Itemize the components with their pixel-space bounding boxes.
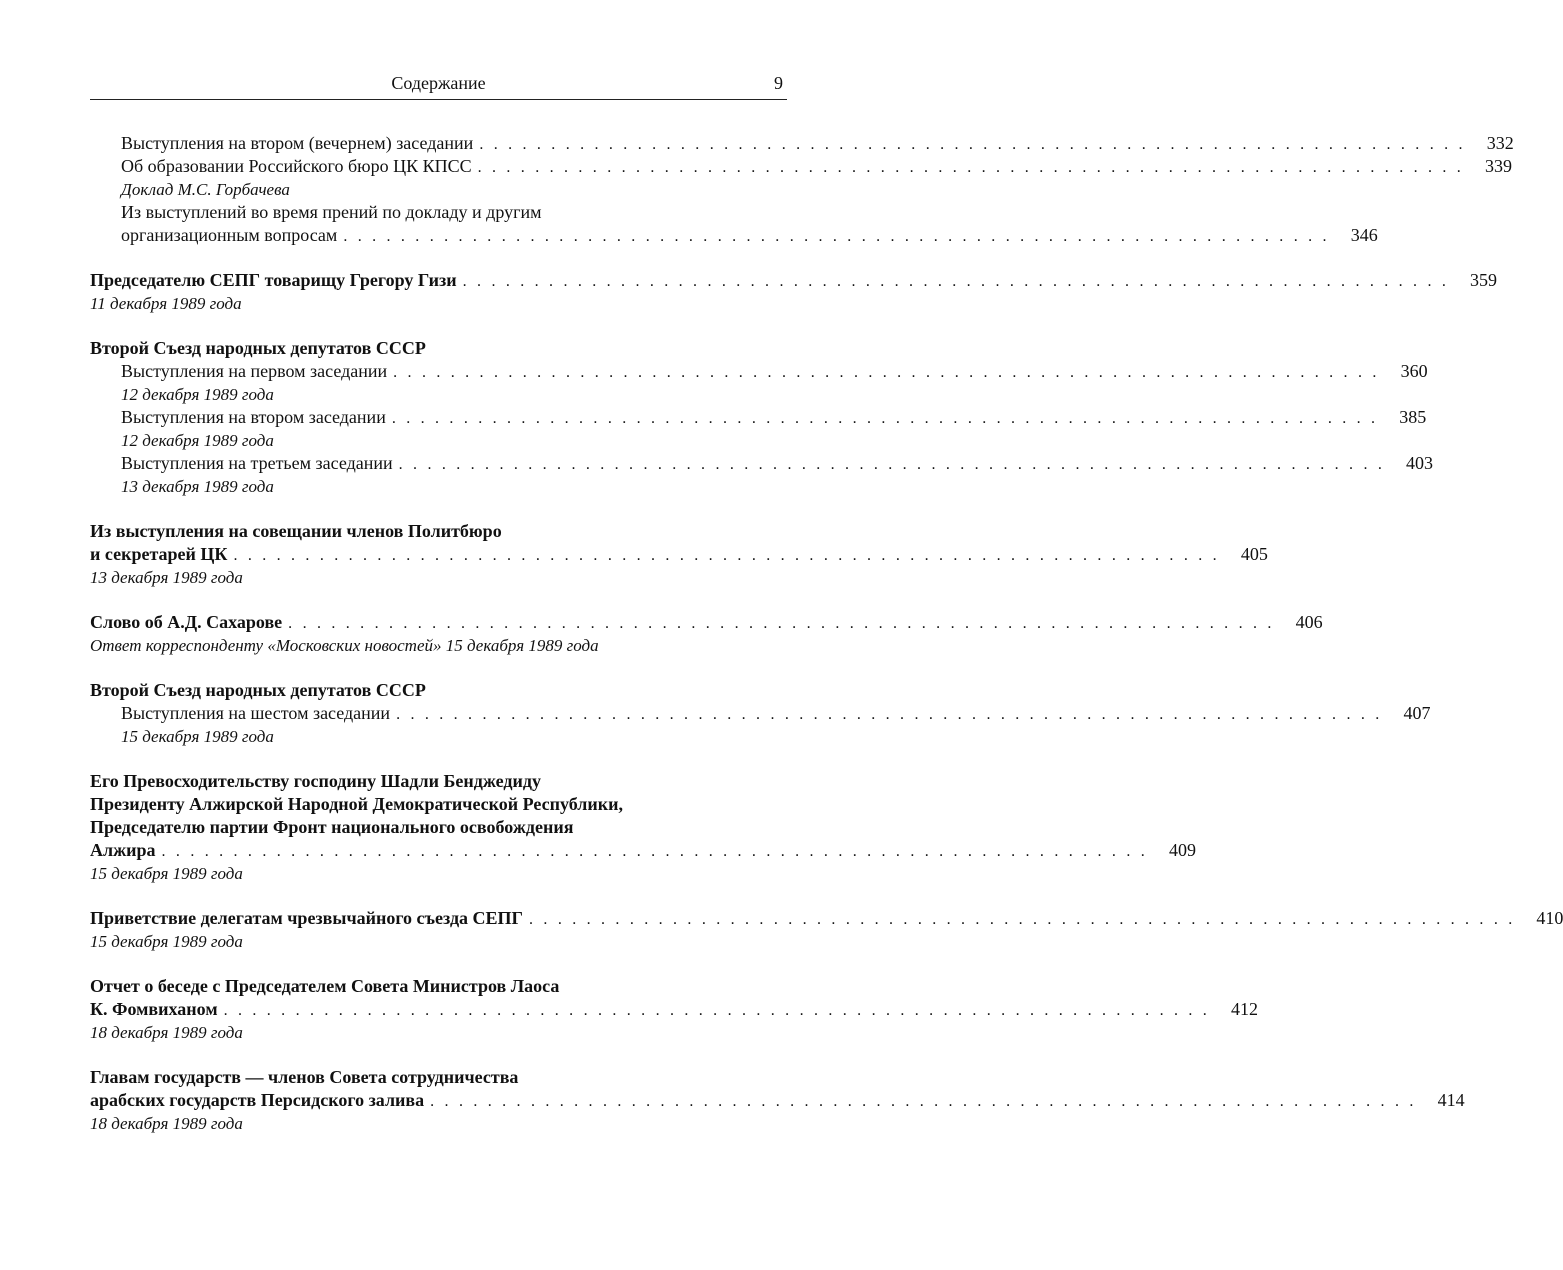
dot-leader: . . . . . . . . . . . . . . . . . . . . . . . . . . . . . . . . . . . . . . . . . . . . . . . . . . . . . . . . . . . . . . . . . . . . . [462,273,1450,290]
toc-entry-title: Об образовании Российского бюро ЦК КПСС [121,156,472,176]
dot-leader: . . . . . . . . . . . . . . . . . . . . . . . . . . . . . . . . . . . . . . . . . . . . . . . . . . . . . . . . . . . . . . . . . . . . . [529,911,1516,928]
running-header [90,72,787,100]
toc-entry [90,702,1431,725]
toc-entry [90,611,1323,634]
dot-leader: . . . . . . . . . . . . . . . . . . . . . . . . . . . . . . . . . . . . . . . . . . . . . . . . . . . . . . . . . . . . . . . . . . . . . [479,136,1466,153]
toc-entry-title: Выступления на шестом заседании [121,703,391,723]
toc-entry-date: 15 декабря 1989 года [121,727,274,746]
toc-entry-title: Выступления на втором заседании [121,407,386,427]
toc-entry-page: 409 [1168,840,1196,860]
toc-entry-page: 332 [1486,133,1514,153]
toc-entry-date: 15 декабря 1989 года [90,932,243,951]
dot-leader: . . . . . . . . . . . . . . . . . . . . . . . . . . . . . . . . . . . . . . . . . . . . . . . . . . . . . . . . . . . . . . . . . . . . . [233,547,1220,564]
toc-entry [90,269,1498,292]
dot-leader: . . . . . . . . . . . . . . . . . . . . . . . . . . . . . . . . . . . . . . . . . . . . . . . . . . . . . . . . . . . . . . . . . . . . . [398,456,1386,473]
dot-leader: . . . . . . . . . . . . . . . . . . . . . . . . . . . . . . . . . . . . . . . . . . . . . . . . . . . . . . . . . . . . . . . . . . . . . [477,159,1465,176]
toc-entry-note: Доклад М.С. Горбачева [121,180,290,199]
dot-leader: . . . . . . . . . . . . . . . . . . . . . . . . . . . . . . . . . . . . . . . . . . . . . . . . . . . . . . . . . . . . . . . . . . . . . [223,1002,1210,1019]
toc-entry [90,406,1427,429]
toc-entry-date: Ответ корреспонденту «Московских новостей» 15 декабря 1989 года [90,636,599,655]
toc-entry-title-line: Из выступлений во время прений по докладу и другим [121,202,542,222]
toc-entry-title-line: Президенту Алжирской Народной Демократической Республики, [90,794,623,814]
toc-entry-title: Выступления на втором (вечернем) заседании [121,133,474,153]
toc-entry [90,998,1258,1021]
dot-leader: . . . . . . . . . . . . . . . . . . . . . . . . . . . . . . . . . . . . . . . . . . . . . . . . . . . . . . . . . . . . . . . . . . . . . [288,615,1275,632]
toc-entry [90,452,1434,475]
toc-entry-page: 407 [1403,703,1431,723]
toc-entry [90,224,1378,247]
toc-entry-page: 360 [1400,361,1428,381]
toc-entry-title: организационным вопросам [121,225,338,245]
toc-entry [90,839,1196,862]
table-of-contents [90,132,1563,1135]
toc-entry-page: 410 [1536,908,1563,928]
toc-section-heading: Второй Съезд народных депутатов СССР [90,680,426,700]
toc-entry-title: Выступления на третьем заседании [121,453,393,473]
toc-entry [90,132,1514,155]
toc-entry-title-line: Главам государств — членов Совета сотрудничества [90,1067,519,1087]
toc-entry-date: 18 декабря 1989 года [90,1023,243,1042]
toc-entry-title: Председателю СЕПГ товарищу Грегору Гизи [90,270,457,290]
toc-entry-page: 406 [1295,612,1323,632]
toc-entry-title: Приветствие делегатам чрезвычайного съезда СЕПГ [90,908,524,928]
dot-leader: . . . . . . . . . . . . . . . . . . . . . . . . . . . . . . . . . . . . . . . . . . . . . . . . . . . . . . . . . . . . . . . . . . . . . [393,364,1380,381]
toc-entry [90,155,1513,178]
toc-entry-date: 11 декабря 1989 года [90,294,242,313]
toc-entry-page: 359 [1470,270,1498,290]
dot-leader: . . . . . . . . . . . . . . . . . . . . . . . . . . . . . . . . . . . . . . . . . . . . . . . . . . . . . . . . . . . . . . . . . . . . . [343,228,1330,245]
toc-entry-date: 13 декабря 1989 года [121,477,274,496]
dot-leader: . . . . . . . . . . . . . . . . . . . . . . . . . . . . . . . . . . . . . . . . . . . . . . . . . . . . . . . . . . . . . . . . . . . . . [430,1093,1417,1110]
toc-entry-date: 12 декабря 1989 года [121,385,274,404]
toc-entry [90,543,1268,566]
toc-entry-title: Слово об А.Д. Сахарове [90,612,283,632]
toc-entry-title: арабских государств Персидского залива [90,1090,425,1110]
toc-entry-page: 405 [1240,544,1268,564]
dot-leader: . . . . . . . . . . . . . . . . . . . . . . . . . . . . . . . . . . . . . . . . . . . . . . . . . . . . . . . . . . . . . . . . . . . . . [391,410,1379,427]
toc-entry [90,360,1428,383]
dot-leader: . . . . . . . . . . . . . . . . . . . . . . . . . . . . . . . . . . . . . . . . . . . . . . . . . . . . . . . . . . . . . . . . . . . . . [161,843,1148,860]
toc-entry-title-line: Отчет о беседе с Председателем Совета Министров Лаоса [90,976,560,996]
toc-entry-title-line: Из выступления на совещании членов Политбюро [90,521,502,541]
toc-entry-page: 385 [1399,407,1427,427]
toc-entry-date: 18 декабря 1989 года [90,1114,243,1133]
toc-entry [90,1089,1465,1112]
toc-entry-title: Выступления на первом заседании [121,361,388,381]
toc-entry-title-line: Его Превосходительству господину Шадли Бенджедиду [90,771,542,791]
dot-leader: . . . . . . . . . . . . . . . . . . . . . . . . . . . . . . . . . . . . . . . . . . . . . . . . . . . . . . . . . . . . . . . . . . . . . [396,706,1383,723]
toc-entry-page: 339 [1485,156,1513,176]
toc-entry-page: 346 [1350,225,1378,245]
toc-entry-date: 15 декабря 1989 года [90,864,243,883]
header-page-number: 9 [774,73,783,93]
header-title: Содержание [391,73,486,93]
toc-entry-page: 414 [1437,1090,1465,1110]
toc-entry-title: и секретарей ЦК [90,544,228,564]
toc-entry-date: 12 декабря 1989 года [121,431,274,450]
toc-entry [90,907,1563,930]
toc-entry-title: Алжира [90,840,156,860]
toc-entry-title: К. Фомвиханом [90,999,218,1019]
toc-entry-title-line: Председателю партии Фронт национального освобождения [90,817,574,837]
toc-entry-date: 13 декабря 1989 года [90,568,243,587]
toc-entry-page: 403 [1406,453,1434,473]
toc-entry-page: 412 [1230,999,1258,1019]
toc-section-heading: Второй Съезд народных депутатов СССР [90,338,426,358]
